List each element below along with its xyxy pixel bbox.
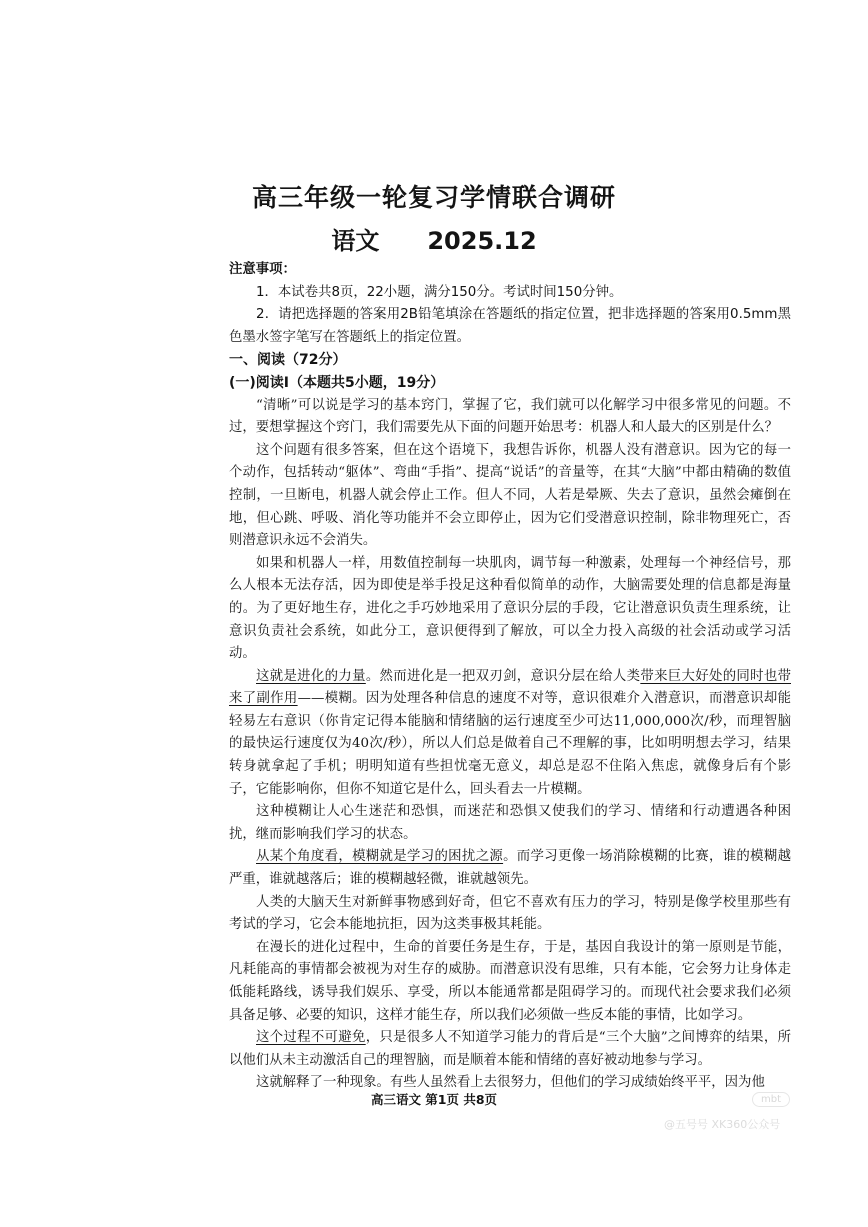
underlined-phrase: 从某个角度看，模糊就是学习的困扰之源 [256, 849, 504, 865]
underlined-phrase: 这就是进化的力量 [256, 668, 366, 684]
exam-title: 高三年级一轮复习学情联合调研 [251, 183, 616, 212]
passage-paragraph-6: 从某个角度看，模糊就是学习的困扰之源。而学习更像一场消除模糊的比赛，谁的模糊越严重，谁就越落后；谁的模糊越轻微，谁就越领先。 [229, 849, 791, 888]
watermark-badge: mbt [752, 1092, 790, 1107]
passage-paragraph-1: “清晰”可以说是学习的基本窍门，掌握了它，我们就可以化解学习中很多常见的问题。不过，要想掌握这个窍门，我们需要先从下面的问题开始思考：机器人和人最大的区别是什么？ [229, 397, 791, 436]
section-subheading: (一)阅读Ⅰ（本题共5小题，19分） [229, 374, 445, 391]
passage-paragraph-10: 这就解释了一种现象。有些人虽然看上去很努力，但他们的学习成绩始终平平，因为他 [256, 1075, 765, 1091]
underlined-phrase: 带来巨大好处的同时也带来了副作用 [229, 668, 791, 707]
underlined-phrase: 这个过程不可避免 [256, 1030, 366, 1046]
passage-paragraph-5: 这种模糊让人心生迷茫和恐惧，而迷茫和恐惧又使我们的学习、情绪和行动遭遇各种困扰，继而影响我们学习的状态。 [229, 804, 791, 842]
passage-paragraph-3: 如果和机器人一样，用数值控制每一块肌肉，调节每一种激素，处理每一个神经信号，那么人根本无法存活，因为即使是举手投足这种看似简单的动作，大脑需要处理的信息都是海量的。为了更好地生存，进化之手巧妙地采用了意识分层的手段，它让潜意识负责生理系统，让意识负责社会系统，如此分工，意识便得到了解放，可以全力投入高级的社会活动或学习活动。 [229, 555, 791, 662]
page-content [229, 259, 791, 1095]
exam-subtitle [0, 221, 868, 256]
subject-label: 语文 [331, 227, 380, 255]
note-item-1: 1．本试卷共8页，22小题，满分150分。考试时间150分钟。 [256, 284, 623, 300]
notes-heading: 注意事项： [229, 262, 296, 277]
watermark-text: @五号号 XK360公众号 [664, 1118, 781, 1131]
passage-paragraph-4: 这就是进化的力量。然而进化是一把双刃剑，意识分层在给人类带来巨大好处的同时也带来了副作用——模糊。因为处理各种信息的速度不对等，意识很难介入潜意识，而潜意识却能轻易左右意识（你肯定记得本能脑和情绪脑的运行速度至少可达11,000,000次/秒，而理智脑的最快运行速度仅为40次/秒），所以人们总是做着自己不理解的事，比如明明想去学习，结果转身就拿起了手机；明明知道有些担忧毫无意义，却总是忍不住陷入焦虑，就像身后有个影子，它能影响你，但你不知道它是什么，回头看去一片模糊。 [229, 668, 792, 797]
passage-paragraph-2: 这个问题有很多答案，但在这个语境下，我想告诉你，机器人没有潜意识。因为它的每一个动作，包括转动“躯体”、弯曲“手指”、提高“说话”的音量等，在其“大脑”中都由精确的数值控制，一旦断电，机器人就会停止工作。但人不同，人若是晕厥、失去了意识，虽然会瘫倒在地，但心跳、呼吸、消化等功能并不会立即停止，因为它们受潜意识控制，除非物理死亡，否则潜意识永远不会消失。 [229, 442, 791, 549]
exam-date: 2025.12 [427, 227, 537, 255]
note-item-2: 2．请把选择题的答案用2B铅笔填涂在答题纸的指定位置，把非选择题的答案用0.5mm黑色墨水签字笔写在答题纸上的指定位置。 [229, 307, 791, 345]
passage-paragraph-8: 在漫长的进化过程中，生命的首要任务是生存，于是，基因自我设计的第一原则是节能，凡耗能高的事情都会被视为对生存的威胁。而潜意识没有思维，只有本能，它会努力让身体走低能耗路线，诱导我们娱乐、享受，所以本能通常都是阻碍学习的。而现代社会要求我们必须具备足够、必要的知识，这样才能生存，所以我们必须做一些反本能的事情，比如学习。 [229, 939, 791, 1023]
section-heading: 一、阅读（72分） [229, 352, 347, 369]
passage-paragraph-7: 人类的大脑天生对新鲜事物感到好奇，但它不喜欢有压力的学习，特别是像学校里那些有考试的学习，它会本能地抗拒，因为这类事极其耗能。 [229, 894, 791, 933]
passage-paragraph-9: 这个过程不可避免，只是很多人不知道学习能力的背后是“三个大脑”之间博弈的结果，所以他们从未主动激活自己的理智脑，而是顺着本能和情绪的喜好被动地参与学习。 [229, 1030, 791, 1068]
page-footer: 高三语文 第1页 共8页 [370, 1092, 498, 1107]
